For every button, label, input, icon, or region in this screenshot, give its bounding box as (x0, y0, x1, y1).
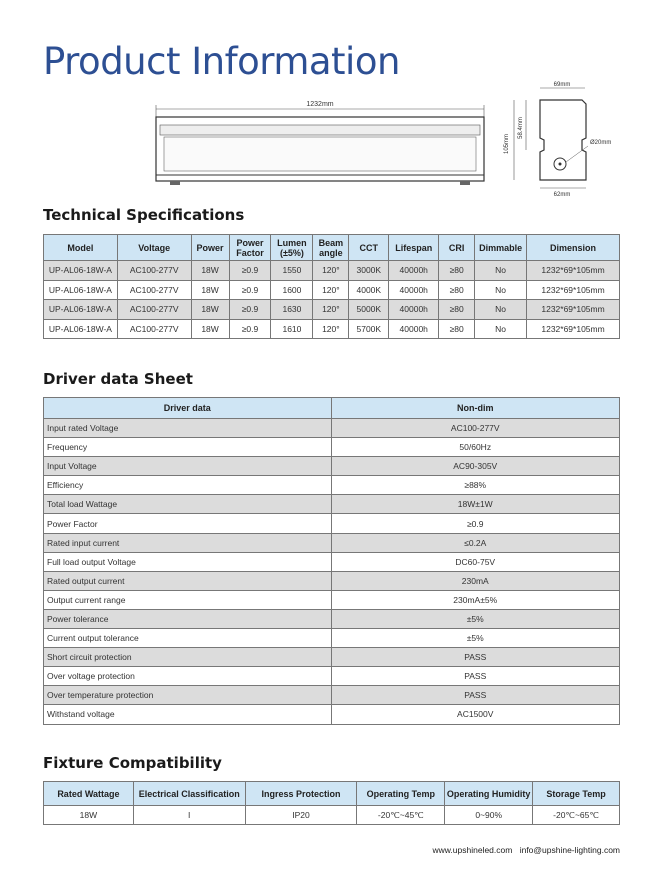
table-row (44, 476, 620, 495)
spec-header-dimmable: Dimmable (475, 235, 527, 261)
table-cell: 40000h (389, 300, 439, 320)
base-dimension-label: 62mm (553, 192, 571, 198)
table-cell: -20℃~45℃ (357, 806, 445, 825)
spec-header-power-factor: Power Factor (229, 235, 271, 261)
table-row (44, 648, 620, 667)
table-cell: AC100-277V (117, 319, 191, 339)
height-dimension-label: 105mm (504, 133, 510, 155)
table-cell: Rated output current (44, 571, 332, 590)
table-row (44, 590, 620, 609)
table-cell: ±5% (331, 609, 620, 628)
table-cell: ≥0.9 (229, 319, 271, 339)
table-cell: 18W (191, 300, 229, 320)
table-cell: 40000h (389, 319, 439, 339)
page-title: Product Information (43, 40, 400, 83)
fixture-header-electrical-classification: Electrical Classification (133, 782, 245, 806)
spec-header-beam-angle: Beam angle (313, 235, 349, 261)
length-dimension-label: 1232mm (306, 101, 334, 108)
fixture-compatibility-table (43, 781, 620, 825)
driver-header-non-dim: Non-dim (331, 398, 620, 419)
table-row (44, 667, 620, 686)
table-row (44, 806, 620, 825)
table-cell: ≥88% (331, 476, 620, 495)
table-cell: PASS (331, 667, 620, 686)
spec-header-voltage: Voltage (117, 235, 191, 261)
table-cell: No (475, 261, 527, 281)
table-cell: 50/60Hz (331, 438, 620, 457)
table-cell: AC90-305V (331, 457, 620, 476)
product-side-diagram (500, 80, 620, 200)
technical-specifications-heading: Technical Specifications (43, 206, 245, 224)
table-cell: 18W (191, 280, 229, 300)
table-cell: 18W±1W (331, 495, 620, 514)
table-cell: Short circuit protection (44, 648, 332, 667)
table-cell: UP-AL06-18W-A (44, 319, 118, 339)
table-cell: ±5% (331, 629, 620, 648)
spec-header-cct: CCT (349, 235, 389, 261)
table-cell: Power tolerance (44, 609, 332, 628)
table-cell: 40000h (389, 261, 439, 281)
table-cell: 230mA (331, 571, 620, 590)
table-cell: 120° (313, 261, 349, 281)
table-row (44, 300, 620, 320)
fixture-header-row (44, 782, 620, 806)
table-cell: PASS (331, 648, 620, 667)
fixture-header-ingress-protection: Ingress Protection (245, 782, 357, 806)
driver-header-data: Driver data (44, 398, 332, 419)
fixture-header-operating-temp: Operating Temp (357, 782, 445, 806)
table-row (44, 261, 620, 281)
table-row (44, 438, 620, 457)
table-row (44, 514, 620, 533)
table-cell: Over voltage protection (44, 667, 332, 686)
fixture-header-storage-temp: Storage Temp (533, 782, 620, 806)
table-cell: No (475, 280, 527, 300)
table-cell: Efficiency (44, 476, 332, 495)
driver-data-table (43, 397, 620, 725)
table-cell: Output current range (44, 590, 332, 609)
driver-data-heading: Driver data Sheet (43, 370, 193, 388)
table-cell: ≥80 (439, 261, 475, 281)
fixture-header-operating-humidity: Operating Humidity (445, 782, 533, 806)
table-row (44, 552, 620, 571)
table-cell: UP-AL06-18W-A (44, 280, 118, 300)
table-cell: Power Factor (44, 514, 332, 533)
table-cell: ≥80 (439, 300, 475, 320)
table-cell: AC1500V (331, 705, 620, 724)
table-row (44, 686, 620, 705)
table-cell: No (475, 300, 527, 320)
table-cell: 18W (44, 806, 134, 825)
table-cell: 120° (313, 319, 349, 339)
table-row (44, 457, 620, 476)
table-cell: AC100-277V (117, 261, 191, 281)
spec-header-row (44, 235, 620, 261)
table-cell: DC60-75V (331, 552, 620, 571)
footer-contact (427, 845, 620, 855)
technical-specifications-table (43, 234, 620, 339)
table-row (44, 705, 620, 724)
table-cell: 1610 (271, 319, 313, 339)
table-cell: Frequency (44, 438, 332, 457)
table-cell: I (133, 806, 245, 825)
table-cell: AC100-277V (117, 280, 191, 300)
table-cell: Total load Wattage (44, 495, 332, 514)
spec-header-lumen: Lumen (±5%) (271, 235, 313, 261)
table-cell: No (475, 319, 527, 339)
table-cell: ≤0.2A (331, 533, 620, 552)
table-cell: ≥80 (439, 280, 475, 300)
table-cell: 1630 (271, 300, 313, 320)
table-cell: AC100-277V (331, 419, 620, 438)
table-row (44, 533, 620, 552)
table-cell: Full load output Voltage (44, 552, 332, 571)
table-row (44, 319, 620, 339)
table-row (44, 609, 620, 628)
table-cell: Current output tolerance (44, 629, 332, 648)
table-cell: 3000K (349, 261, 389, 281)
table-cell: 120° (313, 300, 349, 320)
driver-header-row (44, 398, 620, 419)
table-cell: PASS (331, 686, 620, 705)
product-front-diagram (150, 95, 490, 195)
spec-header-cri: CRI (439, 235, 475, 261)
table-cell: 18W (191, 261, 229, 281)
table-cell: 1550 (271, 261, 313, 281)
table-cell: ≥0.9 (229, 261, 271, 281)
table-cell: Input Voltage (44, 457, 332, 476)
table-cell: ≥0.9 (229, 300, 271, 320)
table-cell: 120° (313, 280, 349, 300)
table-cell: 5700K (349, 319, 389, 339)
table-row (44, 495, 620, 514)
fixture-compatibility-heading: Fixture Compatibility (43, 754, 222, 772)
table-cell: 1232*69*105mm (527, 280, 620, 300)
table-cell: 1232*69*105mm (527, 300, 620, 320)
table-cell: ≥0.9 (331, 514, 620, 533)
table-cell: 1600 (271, 280, 313, 300)
table-cell: IP20 (245, 806, 357, 825)
footer-email-link[interactable]: info@upshine-lighting.com (519, 845, 620, 855)
table-cell: 40000h (389, 280, 439, 300)
spec-header-dimension: Dimension (527, 235, 620, 261)
table-cell: Over temperature protection (44, 686, 332, 705)
table-row (44, 280, 620, 300)
width-dimension-label: 69mm (553, 82, 571, 88)
table-cell: 5000K (349, 300, 389, 320)
table-row (44, 419, 620, 438)
fixture-header-rated-wattage: Rated Wattage (44, 782, 134, 806)
hole-dimension-label: Ø20mm (590, 140, 612, 146)
table-cell: 0~90% (445, 806, 533, 825)
table-cell: ≥80 (439, 319, 475, 339)
table-cell: 230mA±5% (331, 590, 620, 609)
table-cell: Withstand voltage (44, 705, 332, 724)
table-cell: 4000K (349, 280, 389, 300)
table-row (44, 571, 620, 590)
table-cell: UP-AL06-18W-A (44, 261, 118, 281)
table-cell: 1232*69*105mm (527, 319, 620, 339)
inner-height-dimension-label: 58.4mm (518, 117, 524, 139)
spec-header-power: Power (191, 235, 229, 261)
table-cell: 18W (191, 319, 229, 339)
table-cell: UP-AL06-18W-A (44, 300, 118, 320)
footer-website-link[interactable]: www.upshineled.com (432, 845, 513, 855)
spec-header-model: Model (44, 235, 118, 261)
table-cell: Rated input current (44, 533, 332, 552)
table-cell: -20℃~65℃ (533, 806, 620, 825)
table-row (44, 629, 620, 648)
spec-header-lifespan: Lifespan (389, 235, 439, 261)
table-cell: Input rated Voltage (44, 419, 332, 438)
table-cell: AC100-277V (117, 300, 191, 320)
table-cell: 1232*69*105mm (527, 261, 620, 281)
table-cell: ≥0.9 (229, 280, 271, 300)
